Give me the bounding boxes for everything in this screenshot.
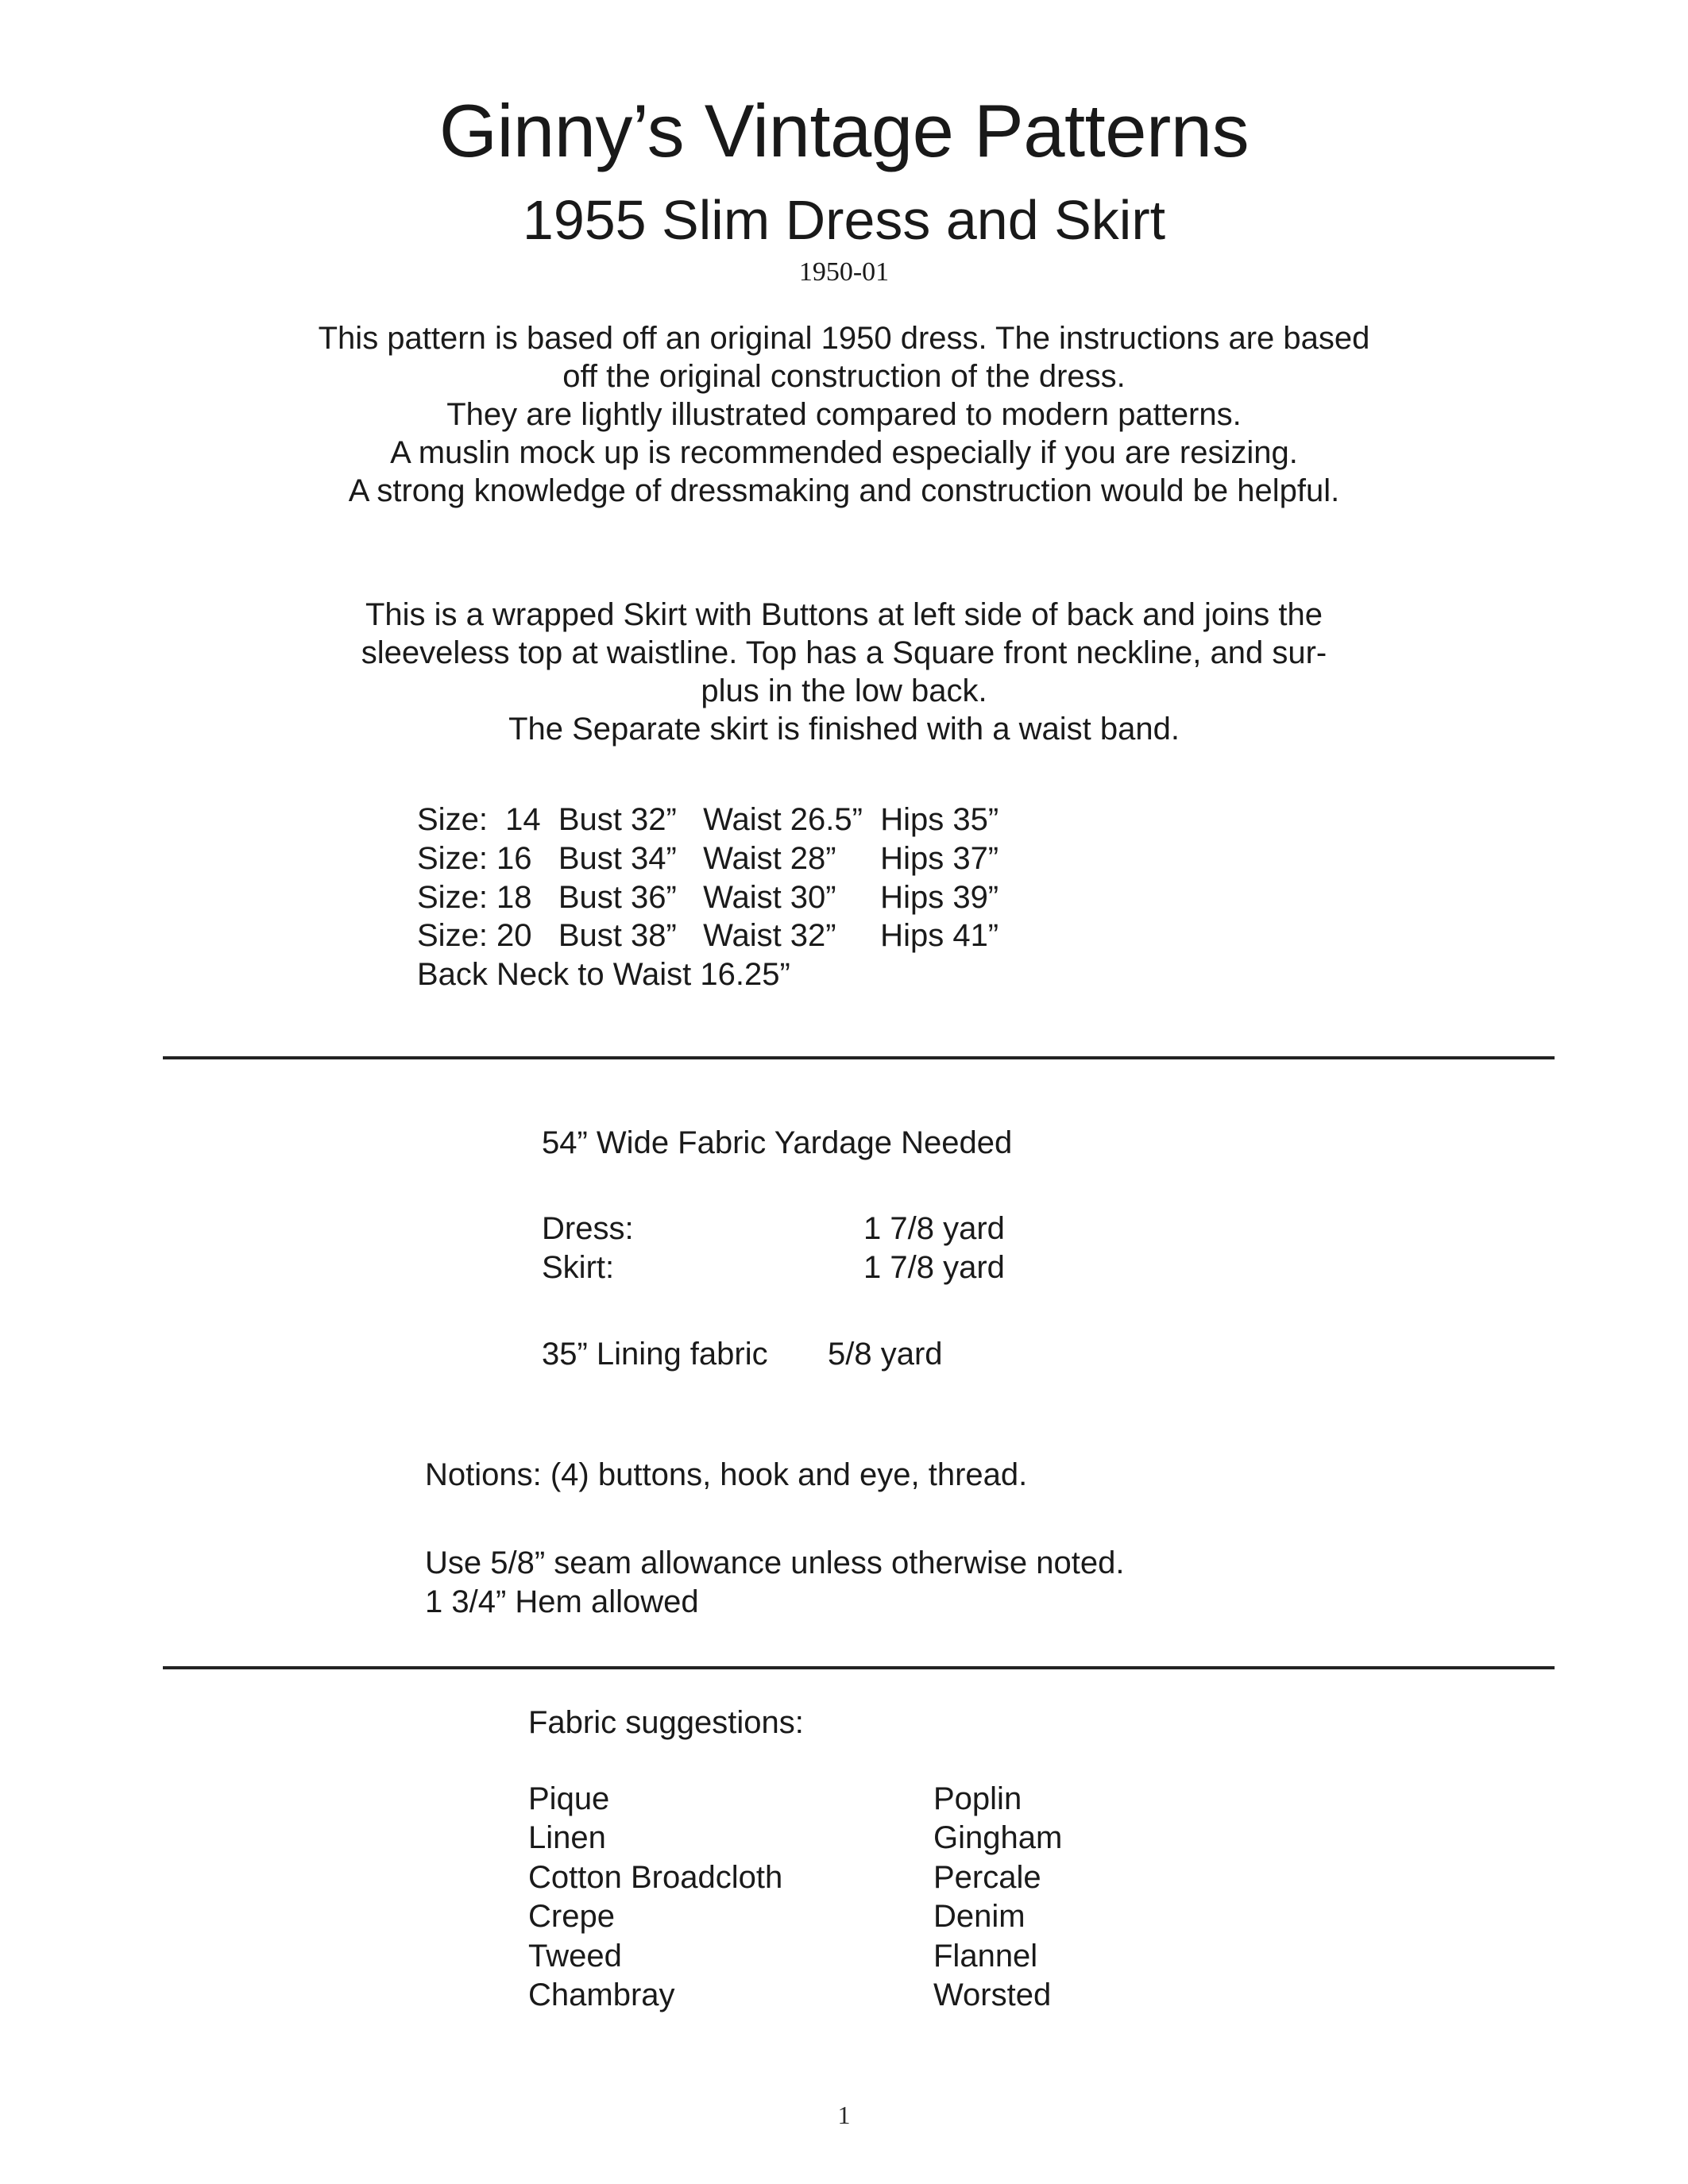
intro-paragraph: [0, 286, 1688, 510]
intro-line: They are lightly illustrated compared to modern patterns.: [446, 397, 1242, 432]
fabric-name: Chambray: [528, 1977, 675, 2012]
lining-label: 35” Lining fabric: [542, 1336, 768, 1372]
notions-line: Notions: (4) buttons, hook and eye, thread.: [425, 1457, 1028, 1493]
garment-description: [0, 510, 1688, 748]
page-title: Ginny’s Vintage Patterns: [438, 89, 1250, 172]
fabric-row: [528, 1976, 1688, 2015]
fabric-name: Percale: [933, 1859, 1041, 1895]
size-row: Size: 18 Bust 36” Waist 30” Hips 39”: [417, 879, 999, 915]
fabric-suggestions-section: [0, 1704, 1688, 2015]
intro-line: A strong knowledge of dressmaking and construction would be helpful.: [348, 473, 1340, 508]
yardage-row: [542, 1248, 1688, 1287]
size-row: Size: 16 Bust 34” Waist 28” Hips 37”: [417, 840, 999, 876]
yardage-value: 1 7/8 yard: [863, 1211, 1005, 1246]
intro-line: off the original construction of the dress.: [562, 359, 1126, 394]
pattern-title: 1955 Slim Dress and Skirt: [522, 189, 1166, 251]
fabric-name: Crepe: [528, 1899, 615, 1935]
yardage-value: 1 7/8 yard: [863, 1249, 1005, 1285]
fabric-name: Poplin: [933, 1781, 1022, 1816]
fabric-name: Flannel: [933, 1938, 1038, 1974]
hem-allowance-line: 1 3/4” Hem allowed: [425, 1584, 699, 1619]
fabric-row: [528, 1780, 1688, 1819]
description-line: This is a wrapped Skirt with Buttons at left side of back and joins the: [365, 597, 1323, 632]
description-line: The Separate skirt is finished with a waist band.: [508, 712, 1180, 747]
yardage-label: Dress:: [542, 1211, 634, 1246]
fabric-name: Denim: [933, 1899, 1026, 1935]
description-line: sleeveless top at waistline. Top has a Square front neckline, and sur-: [361, 635, 1327, 670]
fabric-name: Linen: [528, 1820, 606, 1856]
lining-value: 5/8 yard: [828, 1336, 943, 1372]
yardage-row: [542, 1210, 1688, 1248]
pattern-number: 1950-01: [798, 257, 890, 287]
allowance-notes: [0, 1495, 1688, 1622]
size-row: Size: 20 Bust 38” Waist 32” Hips 41”: [417, 918, 999, 954]
fabric-name: Gingham: [933, 1820, 1063, 1856]
page-number: 1: [837, 2101, 851, 2129]
fabric-row: [528, 1937, 1688, 1976]
fabric-name: Pique: [528, 1781, 610, 1816]
section-divider: [163, 1666, 1555, 1669]
description-line: plus in the low back.: [701, 673, 987, 708]
yardage-heading: 54” Wide Fabric Yardage Needed: [542, 1125, 1013, 1160]
yardage-label: Skirt:: [542, 1249, 615, 1285]
intro-line: This pattern is based off an original 1950 dress. The instructions are based: [318, 321, 1370, 356]
fabric-suggestions-list: [0, 1742, 1688, 2015]
fabric-name: Tweed: [528, 1938, 622, 1974]
fabric-name: Cotton Broadcloth: [528, 1859, 783, 1895]
lining-row: [0, 1287, 1688, 1374]
back-neck-to-waist: Back Neck to Waist 16.25”: [417, 957, 790, 993]
section-divider: [163, 1056, 1555, 1059]
yardage-table: [0, 1162, 1688, 1287]
intro-line: A muslin mock up is recommended especially if you are resizing.: [390, 435, 1298, 470]
yardage-section: [0, 1124, 1688, 1622]
size-chart: [0, 748, 1688, 994]
fabric-suggestions-heading: Fabric suggestions:: [528, 1705, 804, 1740]
size-row: Size: 14 Bust 32” Waist 26.5” Hips 35”: [417, 802, 999, 837]
fabric-row: [528, 1897, 1688, 1936]
fabric-row: [528, 1858, 1688, 1897]
fabric-name: Worsted: [933, 1977, 1052, 2012]
fabric-row: [528, 1819, 1688, 1858]
seam-allowance-line: Use 5/8” seam allowance unless otherwise noted.: [425, 1545, 1125, 1581]
